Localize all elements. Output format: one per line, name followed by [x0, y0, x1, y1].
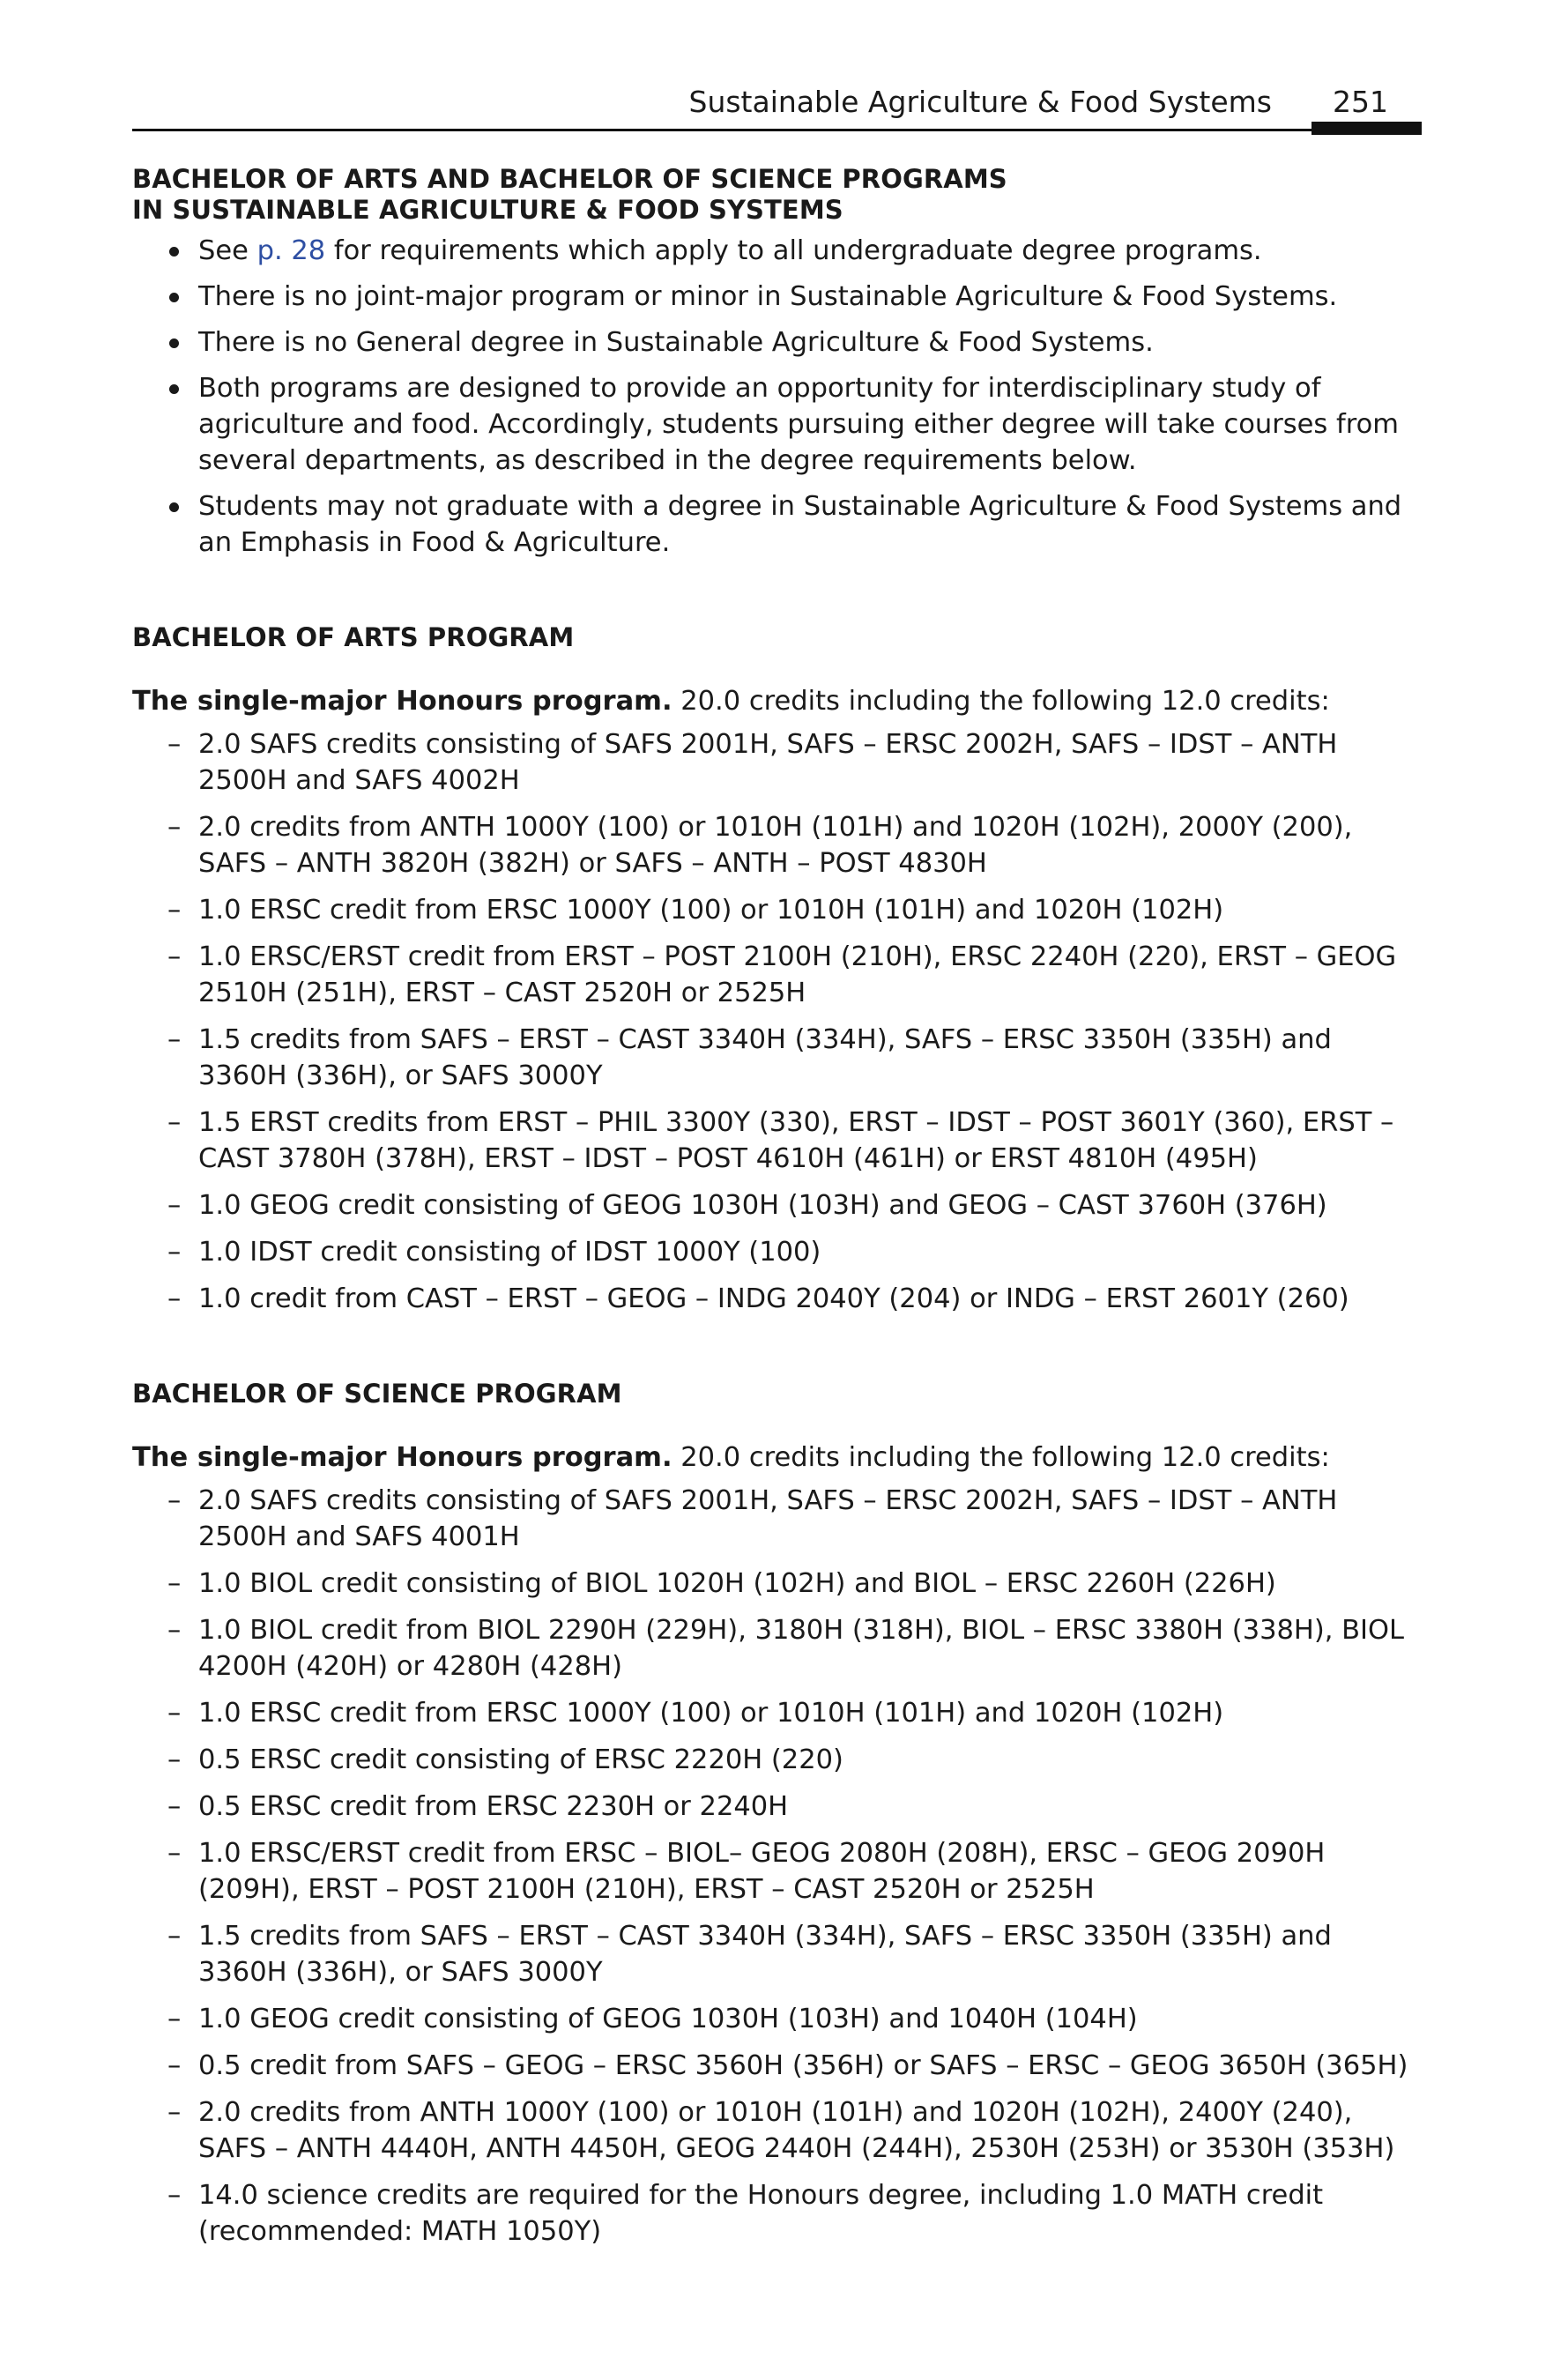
intro-bullet: Both programs are designed to provide an opportunity for interdisciplinary study of agriculture and food. Accordingly, students pursuing either degree will take courses from several departments, as described in the degree requirements below.: [132, 370, 1423, 479]
header-tab-bar: [1312, 122, 1422, 135]
bs-requirement-item: [132, 2048, 1423, 2084]
dash-marker: –: [167, 1921, 182, 1952]
ba-requirement-item: [132, 1187, 1423, 1223]
requirement-text: 1.0 GEOG credit consisting of GEOG 1030H (103H) and 1040H (104H): [198, 2004, 1138, 2034]
ba-requirement-item: [132, 1022, 1423, 1094]
requirement-text: 2.0 SAFS credits consisting of SAFS 2001H, SAFS – ERSC 2002H, SAFS – IDST – ANTH 2500H and SAFS 4001H: [198, 1485, 1338, 1552]
page-reference-link[interactable]: p. 28: [256, 235, 326, 266]
intro-heading: [132, 164, 1423, 226]
intro-heading-line-2: IN SUSTAINABLE AGRICULTURE & FOOD SYSTEMS: [132, 195, 843, 225]
ba-requirement-item: [132, 809, 1423, 881]
requirement-text: 1.0 ERSC/ERST credit from ERST – POST 2100H (210H), ERSC 2240H (220), ERST – GEOG 2510H (251H), ERST – CAST 2520H or 2525H: [198, 941, 1397, 1008]
intro-bullet-list: [132, 233, 1423, 561]
bs-requirement-item: [132, 1742, 1423, 1778]
dash-marker: –: [167, 1615, 182, 1646]
ba-section: [132, 622, 1423, 1317]
bs-requirement-item: [132, 1835, 1423, 1908]
intro-bullet: There is no joint-major program or minor in Sustainable Agriculture & Food Systems.: [132, 279, 1423, 315]
intro-heading-line-1: BACHELOR OF ARTS AND BACHELOR OF SCIENCE PROGRAMS: [132, 164, 1007, 194]
dash-marker: –: [167, 1107, 182, 1138]
bs-requirement-item: [132, 2001, 1423, 2037]
bs-heading: BACHELOR OF SCIENCE PROGRAM: [132, 1379, 622, 1409]
ba-requirement-item: [132, 939, 1423, 1011]
requirement-text: 1.0 credit from CAST – ERST – GEOG – INDG 2040Y (204) or INDG – ERST 2601Y (260): [198, 1283, 1349, 1314]
ba-requirement-item: [132, 1281, 1423, 1317]
dash-marker: –: [167, 729, 182, 760]
bs-requirement-item: [132, 1612, 1423, 1685]
bs-requirement-item: [132, 1695, 1423, 1731]
requirement-text: 1.5 credits from SAFS – ERST – CAST 3340H (334H), SAFS – ERSC 3350H (335H) and 3360H (336H), or SAFS 3000Y: [198, 1921, 1332, 1988]
bs-requirement-item: [132, 2177, 1423, 2250]
dash-marker: –: [167, 2097, 182, 2128]
dash-marker: –: [167, 895, 182, 926]
intro-section: [132, 164, 1423, 561]
requirement-text: 1.0 BIOL credit from BIOL 2290H (229H), 3180H (318H), BIOL – ERSC 3380H (338H), BIOL 4200H (420H) or 4280H (428H): [198, 1615, 1405, 1682]
bs-section: [132, 1379, 1423, 2250]
ba-requirement-item: [132, 726, 1423, 799]
requirement-text: 0.5 credit from SAFS – GEOG – ERSC 3560H (356H) or SAFS – ERSC – GEOG 3650H (365H): [198, 2050, 1408, 2081]
dash-marker: –: [167, 1024, 182, 1055]
bs-requirement-item: [132, 2094, 1423, 2167]
intro-bullet: Students may not graduate with a degree in Sustainable Agriculture & Food Systems and an Emphasis in Food & Agriculture.: [132, 488, 1423, 561]
requirement-text: 1.0 GEOG credit consisting of GEOG 1030H (103H) and GEOG – CAST 3760H (376H): [198, 1190, 1327, 1221]
requirement-text: 0.5 ERSC credit consisting of ERSC 2220H (220): [198, 1744, 843, 1775]
requirement-text: 1.0 IDST credit consisting of IDST 1000Y (100): [198, 1237, 821, 1268]
dash-marker: –: [167, 2004, 182, 2034]
ba-heading: BACHELOR OF ARTS PROGRAM: [132, 622, 575, 652]
bs-program-line: [132, 1439, 1423, 1476]
ba-requirement-list: [132, 726, 1423, 1317]
intro-bullet: There is no General degree in Sustainable Agriculture & Food Systems.: [132, 324, 1423, 361]
requirement-text: 1.0 ERSC/ERST credit from ERSC – BIOL– GEOG 2080H (208H), ERSC – GEOG 2090H (209H), ERST – POST 2100H (210H), ERST – CAST 2520H or 2525H: [198, 1838, 1326, 1905]
dash-marker: –: [167, 1838, 182, 1869]
dash-marker: –: [167, 2180, 182, 2211]
requirement-text: 0.5 ERSC credit from ERSC 2230H or 2240H: [198, 1791, 789, 1822]
page-content: [132, 160, 1423, 2260]
dash-marker: –: [167, 812, 182, 843]
requirement-text: 2.0 SAFS credits consisting of SAFS 2001H, SAFS – ERSC 2002H, SAFS – IDST – ANTH 2500H and SAFS 4002H: [198, 729, 1338, 796]
bs-requirement-list: [132, 1483, 1423, 2250]
ba-program-line: [132, 683, 1423, 719]
dash-marker: –: [167, 2050, 182, 2081]
bs-program-text: 20.0 credits including the following 12.0 credits:: [672, 1442, 1330, 1473]
dash-marker: –: [167, 941, 182, 972]
dash-marker: –: [167, 1744, 182, 1775]
requirement-text: 1.0 BIOL credit consisting of BIOL 1020H (102H) and BIOL – ERSC 2260H (226H): [198, 1568, 1276, 1599]
requirement-text: 1.5 credits from SAFS – ERST – CAST 3340H (334H), SAFS – ERSC 3350H (335H) and 3360H (336H), or SAFS 3000Y: [198, 1024, 1332, 1091]
bs-requirement-item: [132, 1918, 1423, 1990]
bs-program-label: The single-major Honours program.: [132, 1442, 672, 1473]
requirement-text: 1.0 ERSC credit from ERSC 1000Y (100) or 1010H (101H) and 1020H (102H): [198, 1698, 1224, 1729]
bullet-text-pre: See: [198, 235, 257, 266]
dash-marker: –: [167, 1485, 182, 1516]
ba-program-label: The single-major Honours program.: [132, 686, 672, 717]
dash-marker: –: [167, 1568, 182, 1599]
running-title: Sustainable Agriculture & Food Systems: [688, 85, 1272, 119]
requirement-text: 2.0 credits from ANTH 1000Y (100) or 1010H (101H) and 1020H (102H), 2000Y (200), SAFS – ANTH 3820H (382H) or SAFS – ANTH – POST 4830H: [198, 812, 1353, 879]
page-number: 251: [1333, 85, 1388, 119]
bullet-text-post: for requirements which apply to all undergraduate degree programs.: [325, 235, 1262, 266]
ba-program-text: 20.0 credits including the following 12.0 credits:: [672, 686, 1330, 717]
requirement-text: 14.0 science credits are required for the Honours degree, including 1.0 MATH credit (recommended: MATH 1050Y): [198, 2180, 1324, 2247]
dash-marker: –: [167, 1283, 182, 1314]
dash-marker: –: [167, 1190, 182, 1221]
bs-requirement-item: [132, 1789, 1423, 1825]
dash-marker: –: [167, 1791, 182, 1822]
requirement-text: 2.0 credits from ANTH 1000Y (100) or 1010H (101H) and 1020H (102H), 2400Y (240), SAFS – ANTH 4440H, ANTH 4450H, GEOG 2440H (244H), 2530H (253H) or 3530H (353H): [198, 2097, 1395, 2164]
intro-bullet: [132, 233, 1423, 269]
bs-requirement-item: [132, 1483, 1423, 1555]
running-header: [132, 78, 1422, 131]
bs-requirement-item: [132, 1566, 1423, 1602]
ba-requirement-item: [132, 1234, 1423, 1270]
ba-requirement-item: [132, 1104, 1423, 1177]
requirement-text: 1.0 ERSC credit from ERSC 1000Y (100) or 1010H (101H) and 1020H (102H): [198, 895, 1224, 926]
dash-marker: –: [167, 1698, 182, 1729]
ba-requirement-item: [132, 892, 1423, 928]
requirement-text: 1.5 ERST credits from ERST – PHIL 3300Y (330), ERST – IDST – POST 3601Y (360), ERST – CAST 3780H (378H), ERST – IDST – POST 4610H (461H) or ERST 4810H (495H): [198, 1107, 1394, 1174]
dash-marker: –: [167, 1237, 182, 1268]
